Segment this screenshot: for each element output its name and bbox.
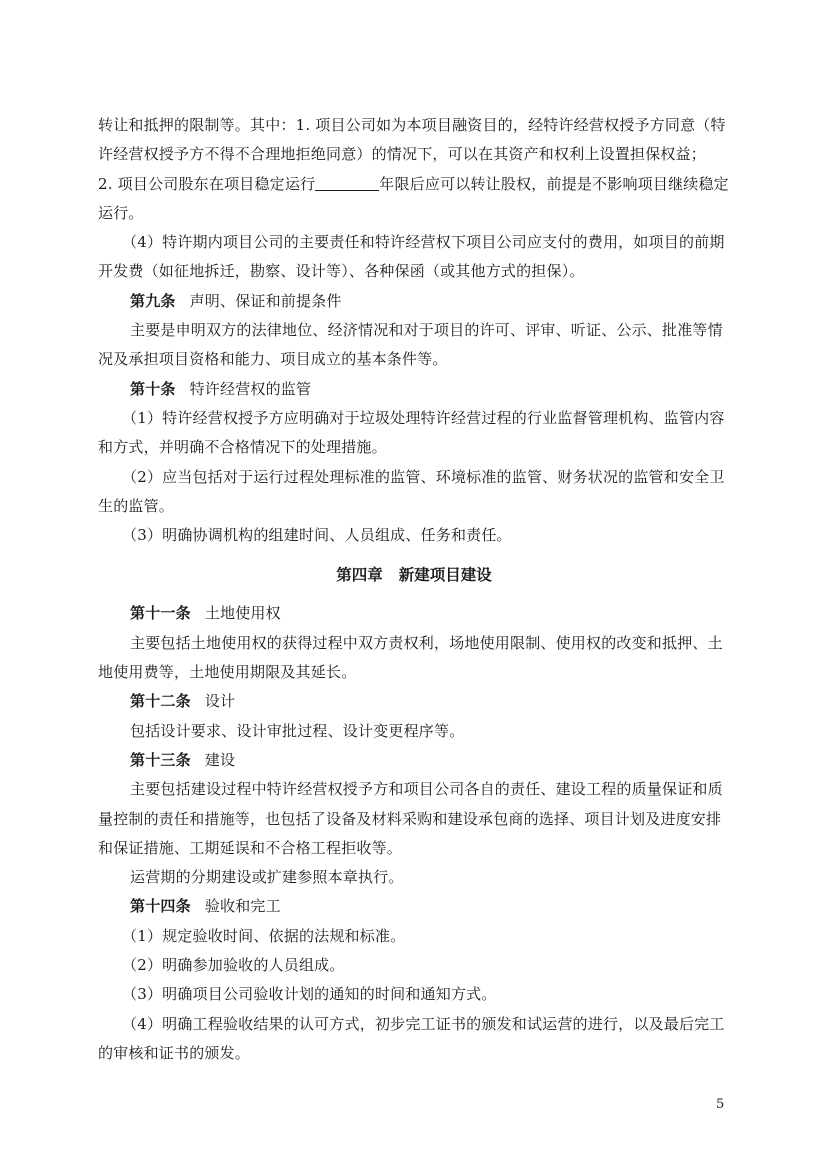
text-line: 生的监管。: [98, 496, 175, 515]
article-title: 设计: [204, 692, 236, 711]
article-title: 验收和完工: [204, 897, 281, 916]
article-heading: [98, 287, 730, 316]
text-line: 的审核和证书的颁发。: [98, 1043, 251, 1062]
text-line: 主要包括土地使用权的获得过程中双方责权利，场地使用限制、使用权的改变和抵押、土: [130, 633, 723, 652]
article-number: 第十三条: [130, 750, 191, 769]
article-title: 土地使用权: [204, 604, 281, 623]
text-line: 况及承担项目资格和能力、项目成立的基本条件等。: [98, 350, 448, 369]
text-line: 转让和抵押的限制等。其中：1. 项目公司如为本项目融资目的，经特许经营权授予方同意（特: [98, 116, 726, 134]
text-line: （1）特许经营权授予方应明确对于垃圾处理特许经营过程的行业监督管理机构、监管内容: [122, 408, 725, 427]
chapter-number: 第四章: [336, 565, 383, 585]
article-heading: [98, 599, 730, 628]
text-line: 和方式，并明确不合格情况下的处理措施。: [98, 438, 387, 457]
text-line: 许经营权授予方不得不合理地拒绝同意）的情况下，可以在其资产和权利上设置担保权益；: [98, 145, 707, 164]
text-line: 地使用费等，土地使用期限及其延长。: [98, 663, 357, 682]
article-title: 建设: [204, 750, 236, 769]
text-line: （1）规定验收时间、依据的法规和标准。: [122, 926, 406, 945]
text-line: 开发费（如征地拆迁，勘察、设计等）、各种保函（或其他方式的担保）。: [98, 262, 585, 281]
article-number: 第十一条: [130, 604, 191, 623]
text-line: 运营期的分期建设或扩建参照本章执行。: [130, 868, 404, 887]
article-number: 第十四条: [130, 897, 191, 916]
article-number: 第十条: [130, 379, 176, 398]
article-number: 第十二条: [130, 692, 191, 711]
text-line: （2）应当包括对于运行过程处理标准的监管、环境标准的监管、财务状况的监管和安全卫: [122, 467, 725, 486]
document-page: [98, 111, 730, 1068]
fill-in-blank: [315, 176, 379, 191]
article-heading: [98, 746, 730, 775]
page-number: 5: [716, 1097, 725, 1112]
text-line: 和保证措施、工期延误和不合格工程拒收等。: [98, 838, 403, 857]
article-heading: [98, 892, 730, 921]
chapter-title: 新建项目建设: [398, 565, 492, 585]
text-line: （3）明确协调机构的组建时间、人员组成、任务和责任。: [122, 526, 512, 545]
text-line: 主要包括建设过程中特许经营权授予方和项目公司各自的责任、建设工程的质量保证和质: [130, 780, 723, 799]
text-line: 量控制的责任和措施等，也包括了设备及材料采购和建设承包商的选择、项目计划及进度安排: [98, 809, 722, 828]
text-line: [98, 170, 730, 199]
text-line: （4）明确工程验收结果的认可方式，初步完工证书的颁发和试运营的进行，以及最后完工: [122, 1014, 725, 1033]
article-heading: [98, 375, 730, 404]
text-span: 2. 项目公司股东在项目稳定运行: [98, 174, 316, 193]
article-heading: [98, 687, 730, 716]
chapter-heading: [98, 560, 730, 589]
text-line: 运行。: [98, 203, 144, 222]
text-line: （3）明确项目公司验收计划的通知的时间和通知方式。: [122, 985, 497, 1004]
article-title: 声明、保证和前提条件: [189, 291, 342, 310]
text-line: （2）明确参加验收的人员组成。: [122, 956, 345, 975]
article-title: 特许经营权的监管: [189, 379, 312, 398]
text-span: 年限后应可以转让股权，前提是不影响项目继续稳定: [379, 174, 729, 193]
text-line: 主要是申明双方的法律地位、经济情况和对于项目的许可、评审、听证、公示、批准等情: [130, 321, 723, 340]
text-line: 包括设计要求、设计审批过程、设计变更程序等。: [130, 721, 465, 740]
article-number: 第九条: [130, 291, 176, 310]
text-line: （4）特许期内项目公司的主要责任和特许经营权下项目公司应支付的费用，如项目的前期: [122, 233, 725, 252]
